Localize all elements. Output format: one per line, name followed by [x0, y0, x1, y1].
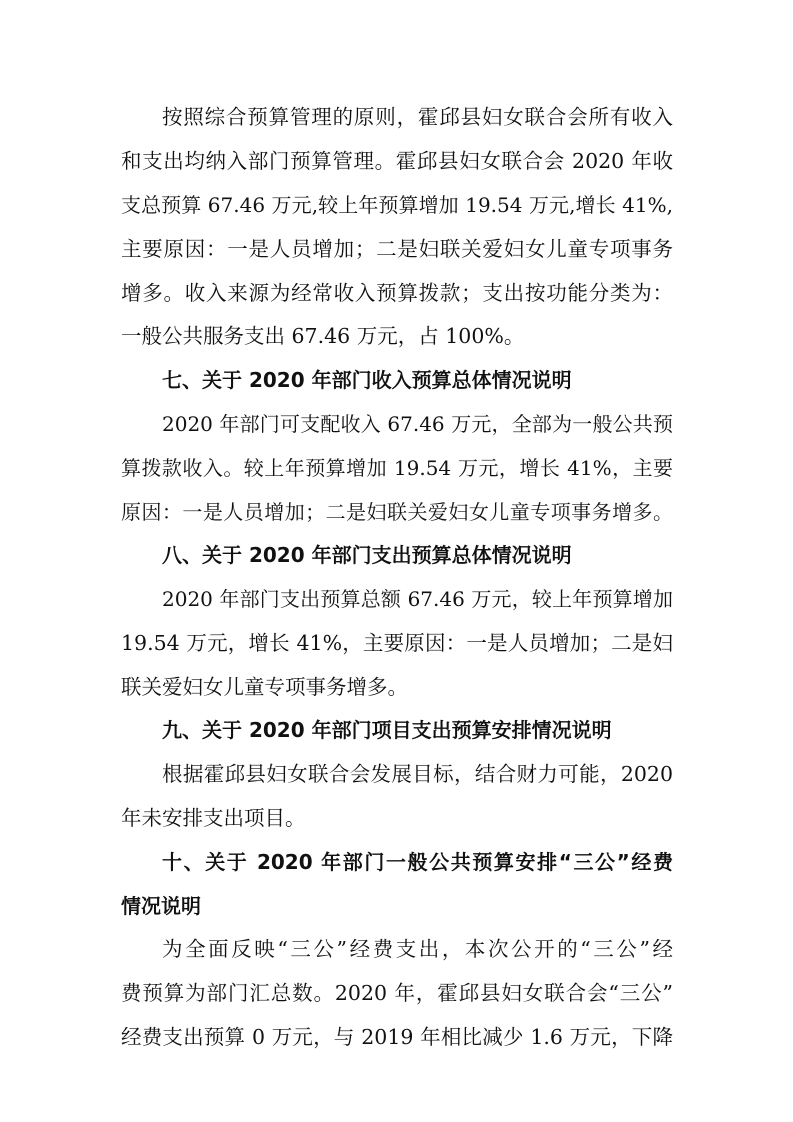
section-8-line-1: 2020 年部门支出预算总额 67.46 万元，较上年预算增加: [162, 587, 673, 611]
intro-line-6: 一般公共服务支出 67.46 万元，占 100%。: [121, 324, 525, 348]
intro-line-4: 主要原因：一是人员增加；二是妇联关爱妇女儿童专项事务: [121, 237, 673, 261]
section-10-heading-line-1: 十、关于 2020 年部门一般公共预算安排“三公”经费: [162, 850, 673, 874]
section-8-line-2: 19.54 万元，增长 41%，主要原因：一是人员增加；二是妇: [121, 631, 673, 655]
section-7-line-2: 算拨款收入。较上年预算增加 19.54 万元，增长 41%，主要: [121, 456, 673, 480]
section-10-line-1: 为全面反映“三公”经费支出，本次公开的“三公”经: [162, 937, 673, 961]
section-10-line-2: 费预算为部门汇总数。2020 年，霍邱县妇女联合会“三公”: [121, 981, 673, 1005]
intro-line-5: 增多。收入来源为经常收入预算拨款；支出按功能分类为：: [121, 281, 673, 305]
section-8-heading: 八、关于 2020 年部门支出预算总体情况说明: [162, 543, 572, 567]
section-10-heading-line-2: 情况说明: [121, 894, 201, 918]
section-7-line-3: 原因：一是人员增加；二是妇联关爱妇女儿童专项事务增多。: [121, 500, 673, 524]
section-9-heading: 九、关于 2020 年部门项目支出预算安排情况说明: [162, 718, 612, 742]
section-7-line-1: 2020 年部门可支配收入 67.46 万元，全部为一般公共预: [162, 412, 673, 436]
section-7-heading: 七、关于 2020 年部门收入预算总体情况说明: [162, 368, 572, 392]
section-8-line-3: 联关爱妇女儿童专项事务增多。: [121, 675, 408, 699]
section-9-line-1: 根据霍邱县妇女联合会发展目标，结合财力可能，2020: [162, 762, 673, 786]
intro-line-2: 和支出均纳入部门预算管理。霍邱县妇女联合会 2020 年收: [121, 149, 673, 173]
intro-line-1: 按照综合预算管理的原则，霍邱县妇女联合会所有收入: [162, 105, 673, 129]
section-9-line-2: 年未安排支出项目。: [121, 806, 306, 830]
section-10-line-3: 经费支出预算 0 万元，与 2019 年相比减少 1.6 万元，下降: [121, 1025, 673, 1049]
intro-line-3: 支总预算 67.46 万元,较上年预算增加 19.54 万元,增长 41%,: [121, 193, 673, 217]
